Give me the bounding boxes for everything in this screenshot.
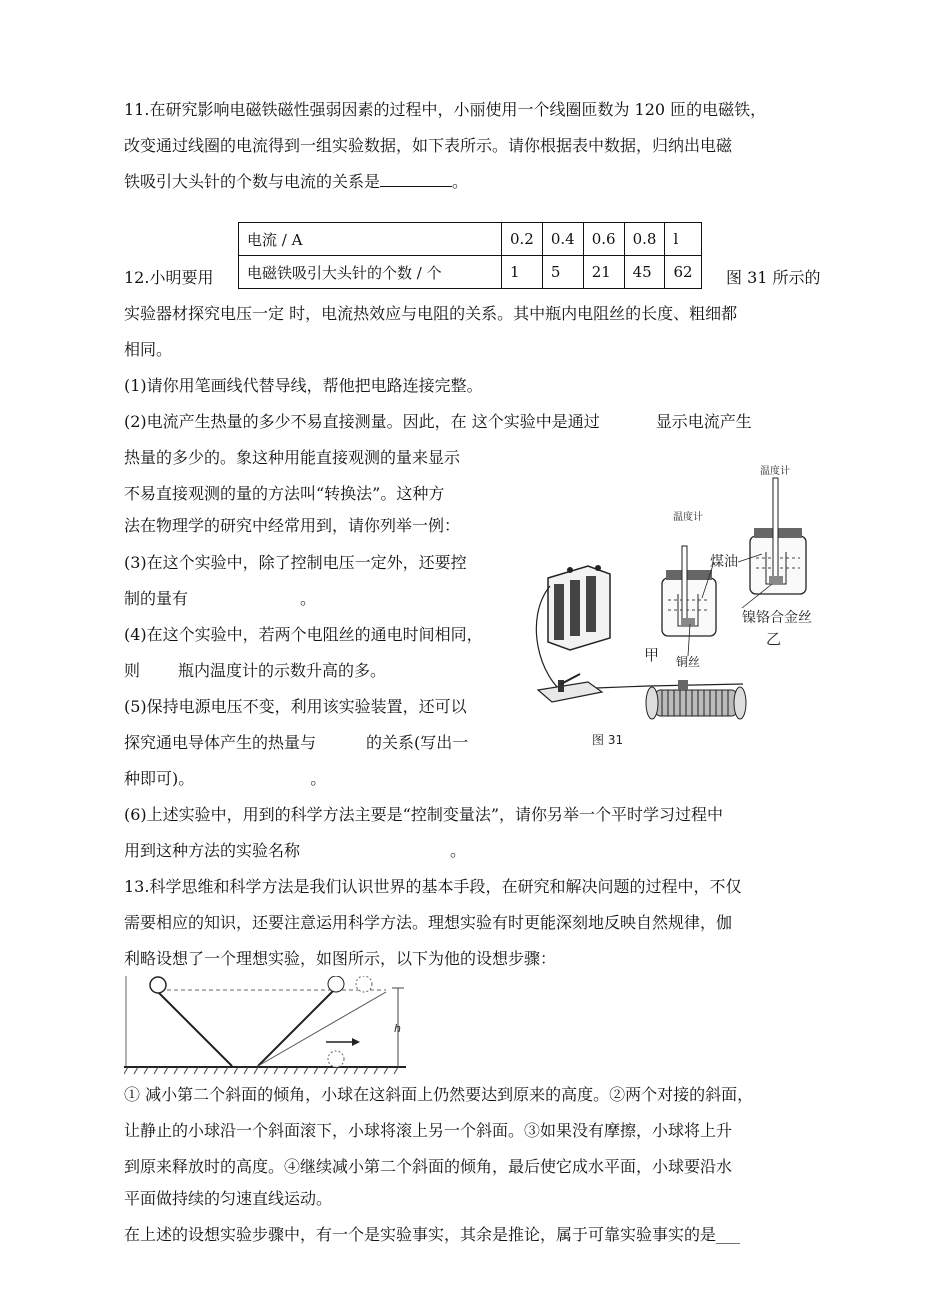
q12-part-5-text-end: 的关系(写出一 [366, 733, 469, 752]
table-cell: 21 [583, 256, 624, 289]
switch-icon [538, 674, 602, 702]
q12-part-2-text-end: 显示电流产生 [655, 412, 752, 431]
table-cell: 0.8 [624, 223, 665, 256]
height-label: h [394, 1022, 401, 1035]
beaker-jia-icon [662, 546, 716, 636]
q12-part-5-text: 探究通电导体产生的热量与 [124, 733, 317, 752]
nichrome-label: 镍铬合金丝 [742, 610, 812, 626]
table-cell-label: 电磁铁吸引大头针的个数 / 个 [239, 256, 502, 289]
rheostat-icon [646, 680, 746, 719]
q13-line-2: 需要相应的知识，还要注意运用科学方法。理想实验有时更能深刻地反映自然规律，伽 [124, 913, 733, 932]
table-row [239, 256, 702, 289]
table-cell: 0.2 [502, 223, 543, 256]
q12-part-6-text: 用到这种方法的实验名称 [124, 841, 301, 860]
q12-part-5-line-1: (5)保持电源电压不变，利用该实验装置，还可以 [124, 697, 467, 716]
table-cell-label: 电流 / A [239, 223, 502, 256]
q13-step-line-4: 平面做持续的匀速直线运动。 [124, 1189, 333, 1208]
table-cell: 5 [542, 256, 583, 289]
table-cell: 0.4 [542, 223, 583, 256]
q12-part-3-text: 制的量有 [124, 589, 189, 608]
q12-part-5-text-2: 种即可)。 [124, 769, 195, 788]
q12-intro: 12.小明要用 [124, 268, 214, 287]
q13-question-line: 在上述的设想实验步骤中，有一个是实验事实，其余是推论，属于可靠实验事实的是___ [124, 1225, 741, 1244]
q12-part-2-line-1 [124, 412, 752, 432]
copper-wire-label: 铜丝 [676, 655, 701, 669]
figure-31-apparatus [528, 458, 838, 758]
q11-line-3 [124, 172, 468, 192]
thermometer-label-yi: 温度计 [760, 466, 790, 477]
q11-answer-blank[interactable] [380, 172, 452, 187]
q11-line-3-text: 铁吸引大头针的个数与电流的关系是 [124, 172, 381, 191]
q12-part-5-line-3 [124, 769, 326, 789]
q12-part-6-line-2 [124, 841, 466, 861]
q12-part-2-line-3: 不易直接观测的量的方法叫“转换法”。这种方 [124, 484, 445, 503]
table-cell: l [665, 223, 701, 256]
q13-line-1: 13.科学思维和科学方法是我们认识世界的基本手段，在研究和解决问题的过程中，不仅 [124, 877, 742, 896]
ball-start-icon [150, 977, 166, 993]
q13-step-line-2: 让静止的小球沿一个斜面滚下，小球将滚上另一个斜面。③如果没有摩擦，小球将上升 [124, 1121, 733, 1140]
q12-part-6-end: 。 [450, 841, 467, 860]
q11-data-table [238, 222, 702, 289]
jia-label: 甲 [644, 646, 660, 664]
q12-part-1: (1)请你用笔画线代替导线，帮他把电路连接完整。 [124, 376, 483, 395]
ball-rolling-icon [328, 1051, 344, 1067]
q12-part-3-line-2 [124, 589, 316, 609]
beaker-yi-icon [750, 478, 806, 594]
table-cell: 45 [624, 256, 665, 289]
battery-icon [548, 565, 610, 650]
q11-line-1: 11.在研究影响电磁铁磁性强弱因素的过程中，小丽使用一个线圈匝数为 120 匝的电磁铁， [124, 100, 767, 119]
table-cell: 0.6 [583, 223, 624, 256]
q12-part-5-end: 。 [310, 769, 327, 788]
q12-part-3-line-1: (3)在这个实验中，除了控制电压一定外，还要控 [124, 553, 467, 572]
q13-step-line-3: 到原来释放时的高度。④继续减小第二个斜面的倾角，最后使它成水平面，小球要沿水 [124, 1157, 733, 1176]
q12-intro-end: 图 31 所示的 [726, 268, 821, 287]
ball-position-icon [356, 976, 372, 992]
q13-step-line-1: ① 减小第二个斜面的倾角，小球在这斜面上仍然要达到原来的高度。②两个对接的斜面， [124, 1085, 754, 1104]
kerosene-label: 煤油 [710, 554, 738, 570]
yi-label: 乙 [766, 630, 782, 648]
q12-part-3-end: 。 [300, 589, 317, 608]
q12-part-4-line-2 [124, 661, 386, 681]
q12-part-5-line-2 [124, 733, 468, 753]
figure-31-caption: 图 31 [592, 733, 624, 747]
q11-line-3-end: 。 [452, 172, 469, 191]
q11-line-2: 改变通过线圈的电流得到一组实验数据，如下表所示。请你根据表中数据，归纳出电磁 [124, 136, 733, 155]
ball-position-icon [328, 976, 344, 992]
q12-part-4-text: 则 [124, 661, 141, 680]
q12-line-2: 实验器材探究电压一定 时，电流热效应与电阻的关系。其中瓶内电阻丝的长度、粗细都 [124, 304, 738, 323]
q12-part-6-line-1: (6)上述实验中，用到的科学方法主要是“控制变量法”，请你另举一个平时学习过程中 [124, 805, 724, 824]
q12-part-4-line-1: (4)在这个实验中，若两个电阻丝的通电时间相同， [124, 625, 483, 644]
table-cell: 1 [502, 256, 543, 289]
thermometer-label-jia: 温度计 [673, 512, 703, 523]
q12-part-4-text-end: 瓶内温度计的示数升高的多。 [178, 661, 387, 680]
table-cell: 62 [665, 256, 701, 289]
q12-part-2-line-2: 热量的多少的。象这种用能直接观测的量来显示 [124, 448, 461, 467]
q13-line-3: 利略设想了一个理想实验，如图所示，以下为他的设想步骤： [124, 949, 557, 968]
q12-part-2-line-4: 法在物理学的研究中经常用到，请你列举一例： [124, 516, 461, 535]
q12-part-2-text: (2)电流产生热量的多少不易直接测量。因此，在 这个实验中是通过 [124, 412, 600, 431]
q12-line-3: 相同。 [124, 340, 173, 359]
galileo-inclined-plane-figure [124, 976, 406, 1078]
table-row [239, 223, 702, 256]
